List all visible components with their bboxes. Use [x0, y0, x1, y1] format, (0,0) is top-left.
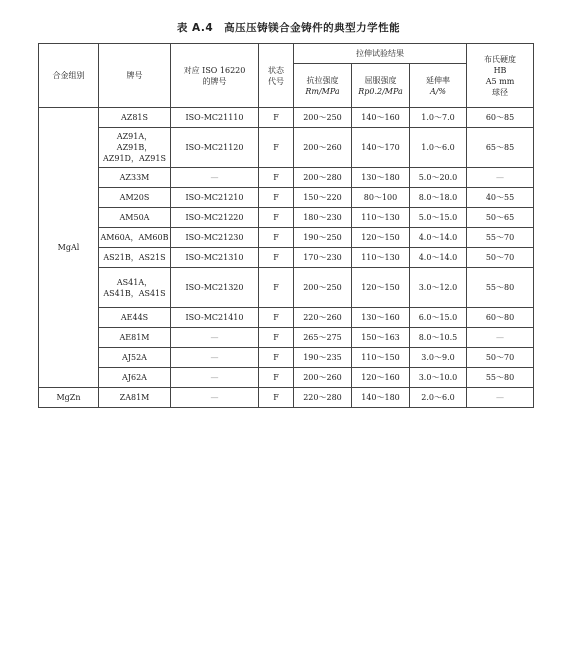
cell-hardness: — [467, 168, 534, 188]
header-hb-line2: HB [493, 65, 507, 75]
table-row [39, 268, 534, 308]
cell-elongation: 3.0～10.0 [410, 368, 467, 388]
cell-tensile: 200～260 [294, 368, 352, 388]
cell-tensile: 200～250 [294, 108, 352, 128]
table-row [39, 208, 534, 228]
cell-yield: 140～160 [352, 108, 410, 128]
table-row [39, 168, 534, 188]
cell-iso: ISO-MC21310 [171, 248, 259, 268]
header-tensile [294, 64, 352, 108]
cell-elongation: 1.0～7.0 [410, 108, 467, 128]
cell-iso: — [171, 348, 259, 368]
header-elongation [410, 64, 467, 108]
cell-grade: AE81M [99, 328, 171, 348]
cell-iso: ISO-MC21410 [171, 308, 259, 328]
cell-elongation: 4.0～14.0 [410, 248, 467, 268]
cell-yield: 80～100 [352, 188, 410, 208]
cell-tensile: 190～235 [294, 348, 352, 368]
cell-elongation: 5.0～15.0 [410, 208, 467, 228]
cell-grade: AZ33M [99, 168, 171, 188]
cell-tensile: 180～230 [294, 208, 352, 228]
cell-iso: — [171, 168, 259, 188]
table-row [39, 228, 534, 248]
table-row [39, 248, 534, 268]
cell-state: F [259, 168, 294, 188]
cell-grade: AZ91A，AZ91B，AZ91D，AZ91S [99, 128, 171, 168]
cell-iso: ISO-MC21230 [171, 228, 259, 248]
mechanical-properties-table [38, 43, 534, 408]
cell-hardness: 55～80 [467, 368, 534, 388]
cell-iso: — [171, 388, 259, 408]
cell-elongation: 8.0～10.5 [410, 328, 467, 348]
group-cell-mgzn: MgZn [39, 388, 99, 408]
header-group: 合金组别 [39, 44, 99, 108]
cell-elongation: 1.0～6.0 [410, 128, 467, 168]
cell-tensile: 150～220 [294, 188, 352, 208]
cell-tensile: 200～250 [294, 268, 352, 308]
cell-elongation: 3.0～12.0 [410, 268, 467, 308]
table-row [39, 108, 534, 128]
header-elong-line2: A/% [429, 86, 447, 96]
header-hb-line1: 布氏硬度 [484, 54, 516, 64]
header-yield [352, 64, 410, 108]
cell-state: F [259, 228, 294, 248]
table-title: 表 A.4 高压压铸镁合金铸件的典型力学性能 [176, 22, 401, 34]
cell-iso: ISO-MC21110 [171, 108, 259, 128]
cell-elongation: 5.0～20.0 [410, 168, 467, 188]
header-iso [171, 44, 259, 108]
table-row [39, 368, 534, 388]
cell-state: F [259, 328, 294, 348]
header-iso-line1: 对应 ISO 16220 [183, 65, 246, 75]
header-hb-line3: A5 mm [485, 76, 515, 86]
cell-yield: 110～130 [352, 248, 410, 268]
cell-state: F [259, 368, 294, 388]
cell-hardness: 60～85 [467, 108, 534, 128]
cell-tensile: 200～280 [294, 168, 352, 188]
cell-state: F [259, 128, 294, 168]
cell-state: F [259, 188, 294, 208]
cell-grade: AS21B，AS21S [99, 248, 171, 268]
cell-iso: ISO-MC21320 [171, 268, 259, 308]
cell-hardness: 65～85 [467, 128, 534, 168]
header-yield-line2: Rp0.2/MPa [358, 86, 403, 96]
cell-grade: AM50A [99, 208, 171, 228]
cell-hardness: 55～70 [467, 228, 534, 248]
cell-grade: ZA81M [99, 388, 171, 408]
cell-grade: AM60A，AM60B [99, 228, 171, 248]
cell-hardness: 50～70 [467, 248, 534, 268]
cell-state: F [259, 348, 294, 368]
cell-elongation: 6.0～15.0 [410, 308, 467, 328]
table-row [39, 348, 534, 368]
cell-yield: 120～150 [352, 228, 410, 248]
cell-grade: AM20S [99, 188, 171, 208]
header-tensile-group: 拉伸试验结果 [294, 44, 467, 64]
cell-yield: 110～150 [352, 348, 410, 368]
cell-elongation: 2.0～6.0 [410, 388, 467, 408]
header-hb-line4: 球径 [492, 87, 508, 97]
cell-yield: 140～180 [352, 388, 410, 408]
cell-iso: ISO-MC21220 [171, 208, 259, 228]
header-state [259, 44, 294, 108]
cell-hardness: 60～80 [467, 308, 534, 328]
cell-yield: 140～170 [352, 128, 410, 168]
cell-tensile: 220～280 [294, 388, 352, 408]
cell-grade: AZ81S [99, 108, 171, 128]
cell-tensile: 220～260 [294, 308, 352, 328]
cell-yield: 120～150 [352, 268, 410, 308]
cell-state: F [259, 268, 294, 308]
group-cell-mgal: MgAl [39, 108, 99, 388]
cell-grade: AJ52A [99, 348, 171, 368]
cell-hardness: 50～70 [467, 348, 534, 368]
cell-grade: AS41A，AS41B，AS41S [99, 268, 171, 308]
cell-hardness: 50～65 [467, 208, 534, 228]
header-yield-line1: 屈服强度 [364, 75, 397, 85]
table-row [39, 308, 534, 328]
cell-yield: 120～160 [352, 368, 410, 388]
cell-state: F [259, 388, 294, 408]
cell-iso: ISO-MC21120 [171, 128, 259, 168]
cell-yield: 110～130 [352, 208, 410, 228]
header-grade: 牌号 [99, 44, 171, 108]
cell-hardness: — [467, 388, 534, 408]
cell-hardness: 55～80 [467, 268, 534, 308]
cell-state: F [259, 248, 294, 268]
header-elong-line1: 延伸率 [426, 75, 450, 85]
cell-state: F [259, 208, 294, 228]
cell-grade: AE44S [99, 308, 171, 328]
cell-elongation: 8.0～18.0 [410, 188, 467, 208]
cell-tensile: 200～260 [294, 128, 352, 168]
table-row [39, 188, 534, 208]
header-state-line2: 代号 [268, 76, 284, 86]
header-hardness [467, 44, 534, 108]
cell-yield: 150～163 [352, 328, 410, 348]
cell-tensile: 265～275 [294, 328, 352, 348]
cell-iso: — [171, 368, 259, 388]
cell-yield: 130～160 [352, 308, 410, 328]
cell-hardness: 40～55 [467, 188, 534, 208]
header-iso-line2: 的牌号 [202, 76, 227, 86]
cell-state: F [259, 108, 294, 128]
cell-elongation: 4.0～14.0 [410, 228, 467, 248]
cell-iso: ISO-MC21210 [171, 188, 259, 208]
cell-yield: 130～180 [352, 168, 410, 188]
cell-elongation: 3.0～9.0 [410, 348, 467, 368]
cell-grade: AJ62A [99, 368, 171, 388]
header-tensile-line2: Rm/MPa [305, 86, 340, 96]
header-state-line1: 状态 [268, 65, 284, 75]
table-row [39, 328, 534, 348]
cell-tensile: 190～250 [294, 228, 352, 248]
table-row [39, 388, 534, 408]
cell-tensile: 170～230 [294, 248, 352, 268]
cell-state: F [259, 308, 294, 328]
cell-hardness: — [467, 328, 534, 348]
cell-iso: — [171, 328, 259, 348]
header-tensile-line1: 抗拉强度 [306, 75, 339, 85]
table-row [39, 128, 534, 168]
